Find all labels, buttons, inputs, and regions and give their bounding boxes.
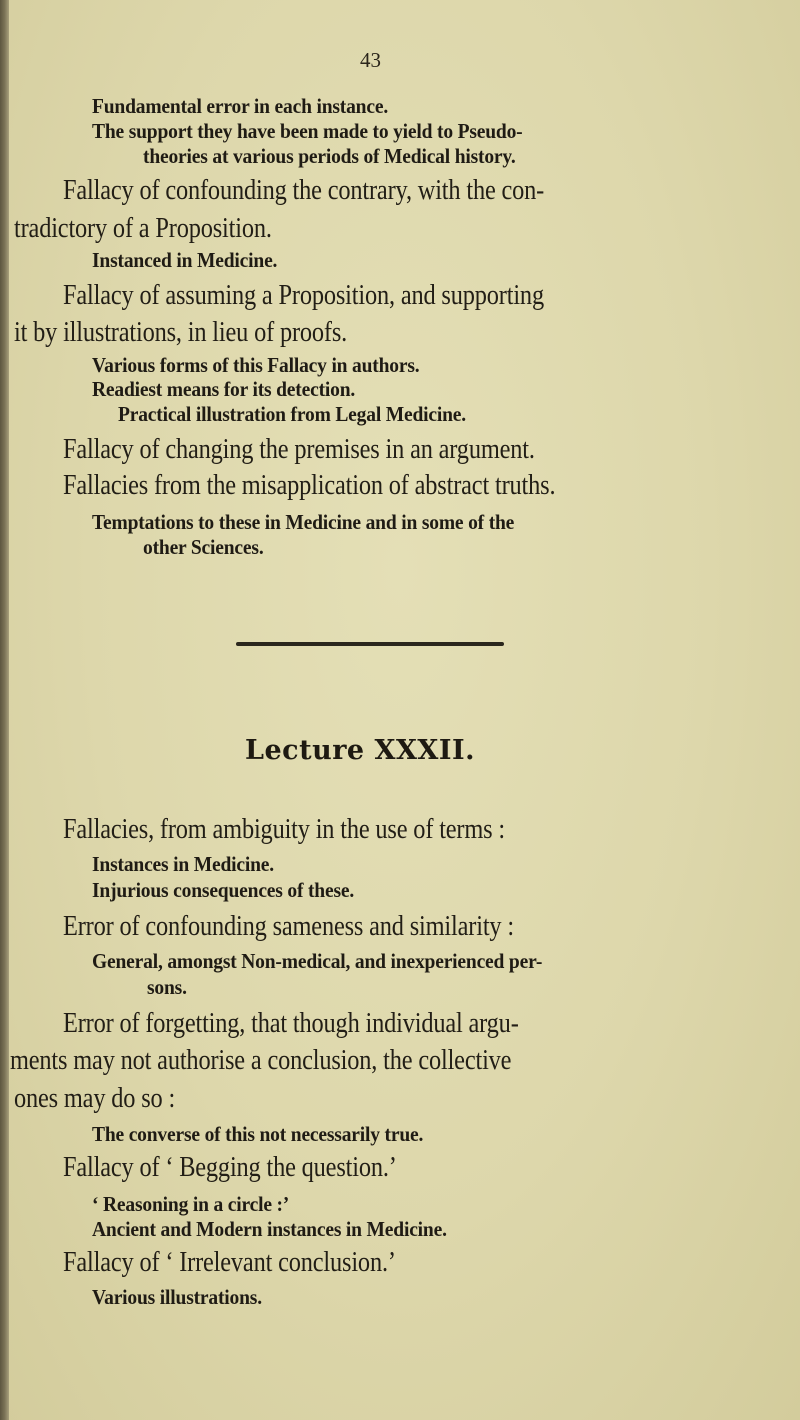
heading-line: tradictory of a Proposition. — [14, 212, 272, 244]
heading-line: Fallacy of ‘ Begging the question.’ — [63, 1151, 397, 1183]
subheading-line: Instances in Medicine. — [92, 852, 274, 876]
subheading-line: theories at various periods of Medical history. — [143, 144, 516, 168]
subheading-line: Practical illustration from Legal Medicine. — [118, 402, 466, 426]
page-spine-edge — [0, 0, 9, 1420]
subheading-line: other Sciences. — [143, 535, 264, 559]
heading-line: Fallacy of ‘ Irrelevant conclusion.’ — [63, 1246, 396, 1278]
subheading-line: The support they have been made to yield to Pseudo- — [92, 119, 523, 143]
subheading-line: Various forms of this Fallacy in authors. — [92, 353, 420, 377]
heading-line: it by illustrations, in lieu of proofs. — [14, 316, 348, 348]
heading-line: Error of confounding sameness and similarity : — [63, 910, 514, 942]
section-divider-rule — [236, 642, 504, 646]
page-number: 43 — [360, 48, 381, 72]
subheading-line: The converse of this not necessarily true. — [92, 1122, 424, 1146]
subheading-line: Various illustrations. — [92, 1285, 262, 1309]
subheading-line: Readiest means for its detection. — [92, 377, 356, 401]
heading-line: Fallacies, from ambiguity in the use of terms : — [63, 813, 505, 845]
subheading-line: sons. — [147, 975, 187, 999]
subheading-line: Ancient and Modern instances in Medicine. — [92, 1217, 447, 1241]
subheading-line: ‘ Reasoning in a circle :’ — [92, 1192, 290, 1216]
heading-line: Fallacy of assuming a Proposition, and supporting — [63, 279, 544, 311]
heading-line: ments may not authorise a conclusion, the collective — [10, 1044, 512, 1076]
subheading-line: Fundamental error in each instance. — [92, 94, 389, 118]
heading-line: Fallacy of confounding the contrary, with the con- — [63, 174, 545, 206]
subheading-line: Injurious consequences of these. — [92, 878, 355, 902]
subheading-line: General, amongst Non-medical, and inexperienced per- — [92, 949, 543, 973]
subheading-line: Instanced in Medicine. — [92, 248, 278, 272]
heading-line: Error of forgetting, that though individual argu- — [63, 1007, 519, 1039]
heading-line: Fallacy of changing the premises in an argument. — [63, 433, 535, 465]
heading-line: Fallacies from the misapplication of abstract truths. — [63, 469, 556, 501]
lecture-title: Lecture XXXII. — [245, 735, 476, 766]
subheading-line: Temptations to these in Medicine and in some of the — [92, 510, 515, 534]
heading-line: ones may do so : — [14, 1082, 176, 1114]
